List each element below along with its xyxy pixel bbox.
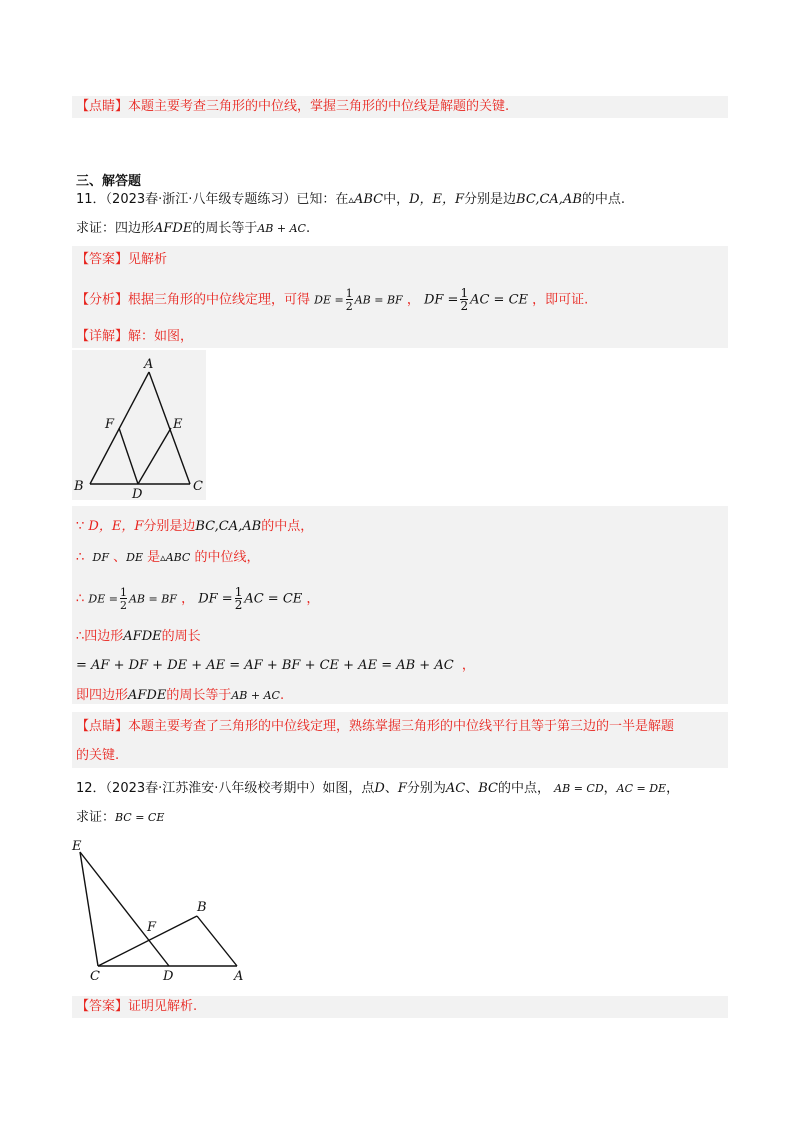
q12-prove: 求证：BC = CE: [76, 810, 165, 825]
label-E: E: [173, 417, 183, 432]
label-D: D: [132, 487, 143, 500]
proof-line-5: = AF + DF + DE + AE = AF + BF + CE + AE = AB + AC ，: [76, 658, 475, 673]
q11-triangle-figure: [72, 350, 206, 500]
label-B: B: [197, 900, 207, 915]
label-F: F: [147, 920, 157, 935]
label-C: C: [90, 969, 100, 982]
q11-key-line-1: 【点睛】本题主要考查了三角形的中位线定理，熟练掌握三角形的中位线平行且等于第三边的一半是解题: [76, 719, 675, 734]
proof-line-4: ∴四边形AFDE的周长: [76, 629, 201, 644]
q12-statement: 12．（2023春·江苏淮安·八年级校考期中）如图，点D、F分别为AC、BC的中点， AB = CD，AC = DE，: [76, 781, 680, 796]
label-E: E: [72, 839, 82, 854]
proof-line-2: ∴ DF 、DE 是▵ABC 的中位线，: [76, 550, 260, 565]
q12-figure: [66, 836, 256, 982]
q11-answer: 【答案】见解析: [76, 252, 168, 267]
note-top-text: 本题主要考查三角形的中位线，掌握三角形的中位线是解题的关键.: [128, 99, 510, 114]
frac-half: $\frac{1}{2}$: [345, 287, 353, 313]
label-D: D: [163, 969, 174, 982]
q11-detail: 【详解】解：如图，: [76, 329, 194, 344]
segment-ED: [80, 852, 169, 966]
q11-analysis: 【分析】根据三角形的中位线定理，可得 DE = $\frac{1}{2}$ AB = BF ， DF = $\frac{1}{2}$ AC = CE ，即可证.: [76, 286, 589, 313]
frac-half: $\frac{1}{2}$: [119, 586, 127, 612]
proof-line-6: 即四边形AFDE的周长等于AB + AC.: [76, 688, 285, 703]
label-A: A: [234, 969, 244, 982]
q11-key-line-2: 的关键.: [76, 748, 120, 763]
note-top-tag: 【点睛】: [76, 99, 129, 114]
label-F: F: [105, 417, 115, 432]
q11-statement: 11．（2023春·浙江·八年级专题练习）已知：在▵ABC中，D，E，F分别是边BC,CA,AB的中点.: [76, 192, 626, 207]
segment-BA: [197, 916, 237, 966]
figure-bg: [72, 350, 206, 500]
label-B: B: [74, 479, 84, 494]
note-top: [76, 97, 509, 117]
label-C: C: [193, 479, 203, 494]
frac-half: $\frac{1}{2}$: [234, 585, 243, 612]
label-A: A: [144, 357, 154, 372]
section-title: 三、解答题: [76, 174, 142, 189]
proof-line-1: ∵ D，E，F分别是边BC,CA,AB的中点，: [76, 519, 314, 534]
q12-answer: 【答案】证明见解析.: [76, 999, 198, 1014]
q11-prove: 求证：四边形AFDE的周长等于AB + AC.: [76, 221, 311, 236]
frac-half: $\frac{1}{2}$: [460, 286, 469, 313]
segment-EC: [80, 852, 98, 966]
proof-line-3: ∴ DE = $\frac{1}{2}$ AB = BF ， DF = $\frac{1}{2}$ AC = CE ，: [76, 585, 320, 612]
